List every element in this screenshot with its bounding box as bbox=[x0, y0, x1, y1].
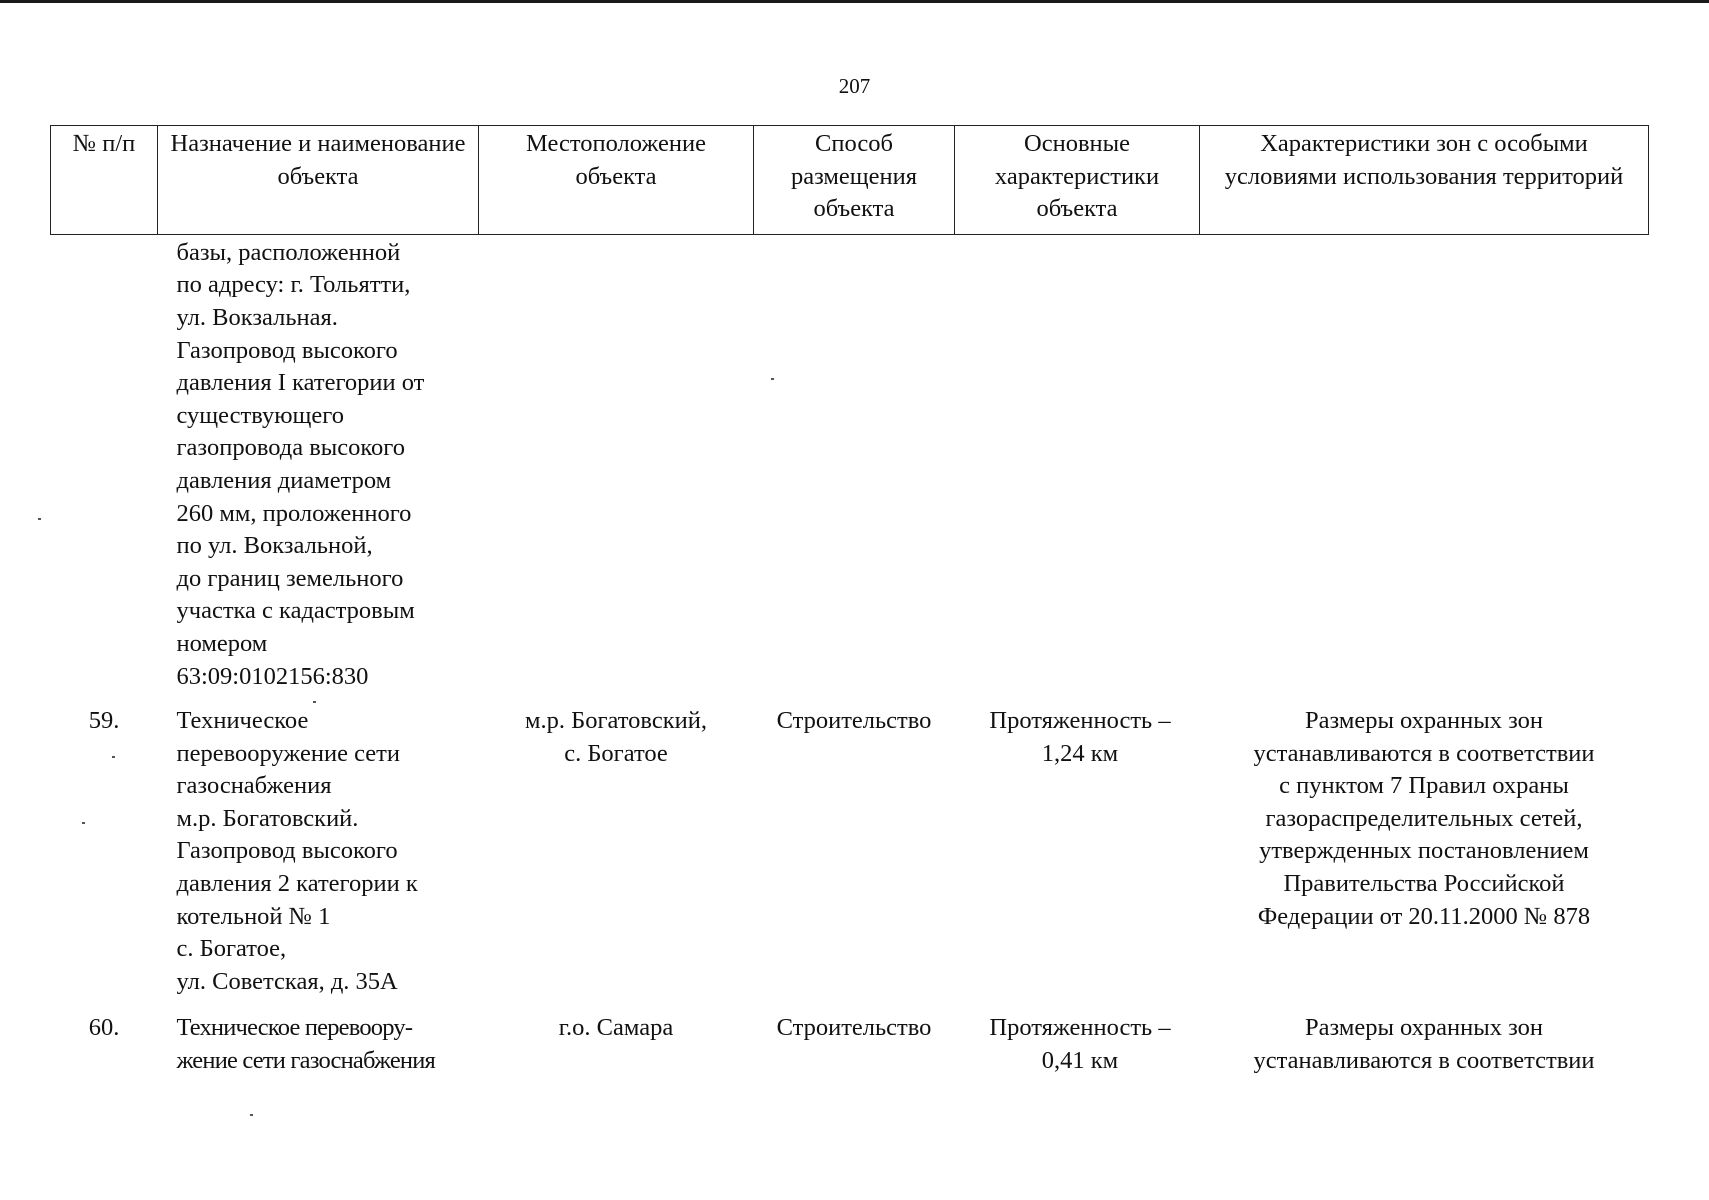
cell-number: 59. bbox=[88, 707, 120, 735]
header-row bbox=[51, 126, 1649, 235]
cell-characteristics: Протяженность – 1,24 км bbox=[989, 707, 1171, 767]
scan-speck bbox=[313, 701, 316, 703]
cell-location: г.о. Самара bbox=[558, 1014, 674, 1042]
page-number: 207 bbox=[838, 74, 871, 98]
cell-method bbox=[754, 234, 955, 705]
header-method: Способ размещения объекта bbox=[754, 126, 955, 235]
table-row-continuation bbox=[51, 234, 1649, 705]
cell-location: м.р. Богатовский, с. Богатое bbox=[525, 707, 707, 767]
table-row bbox=[51, 1012, 1649, 1091]
table-body bbox=[51, 234, 1649, 1091]
cell-characteristics bbox=[955, 234, 1200, 705]
header-name: Назначение и наименование объекта bbox=[158, 126, 479, 235]
scan-speck bbox=[82, 822, 85, 824]
scan-speck bbox=[112, 756, 115, 758]
cell-method: Строительство bbox=[776, 707, 932, 735]
cell-number: 60. bbox=[88, 1014, 120, 1042]
cell-method: Строительство bbox=[776, 1014, 932, 1042]
cell-name: Техническое перевоору- жение сети газоснабжения bbox=[176, 1014, 435, 1075]
header-number: № п/п bbox=[51, 126, 158, 235]
table-row bbox=[51, 705, 1649, 1012]
cell-zones: Размеры охранных зон устанавливаются в соответствии bbox=[1253, 1014, 1595, 1075]
cell-zones: Размеры охранных зон устанавливаются в соответствии с пунктом 7 Правил охраны газораспределительных сетей, утвержденных постановлением Правительства Российской Федерации от 20.11.2000 № 878 bbox=[1253, 707, 1595, 930]
table-header bbox=[51, 126, 1649, 235]
cell-name: базы, расположенной по адресу: г. Тольятти, ул. Вокзальная. Газопровод высокого давления I категории от существующего газопровода высокого давления диаметром 260 мм, проложенного по ул. Вокзальной, до границ земельного участка с кадастровым номером 63:09:0102156:830 bbox=[176, 238, 425, 690]
header-location: Местоположение объекта bbox=[479, 126, 754, 235]
scan-speck bbox=[771, 378, 774, 380]
scan-speck bbox=[38, 518, 41, 520]
cell-number bbox=[51, 234, 158, 705]
cell-location bbox=[479, 234, 754, 705]
objects-table-container bbox=[50, 125, 1648, 1092]
cell-zones bbox=[1200, 234, 1649, 705]
header-characteristics: Основные характеристики объекта bbox=[955, 126, 1200, 235]
objects-table bbox=[50, 125, 1649, 1092]
cell-name: Техническое перевооружение сети газоснабжения м.р. Богатовский. Газопровод высокого давления 2 категории к котельной № 1 с. Богатое, ул. Советская, д. 35А bbox=[176, 707, 418, 995]
scan-edge-line bbox=[0, 0, 1709, 3]
cell-characteristics: Протяженность – 0,41 км bbox=[989, 1014, 1171, 1075]
scan-speck bbox=[250, 1114, 253, 1116]
header-zones: Характеристики зон с особыми условиями использования территорий bbox=[1200, 126, 1649, 235]
